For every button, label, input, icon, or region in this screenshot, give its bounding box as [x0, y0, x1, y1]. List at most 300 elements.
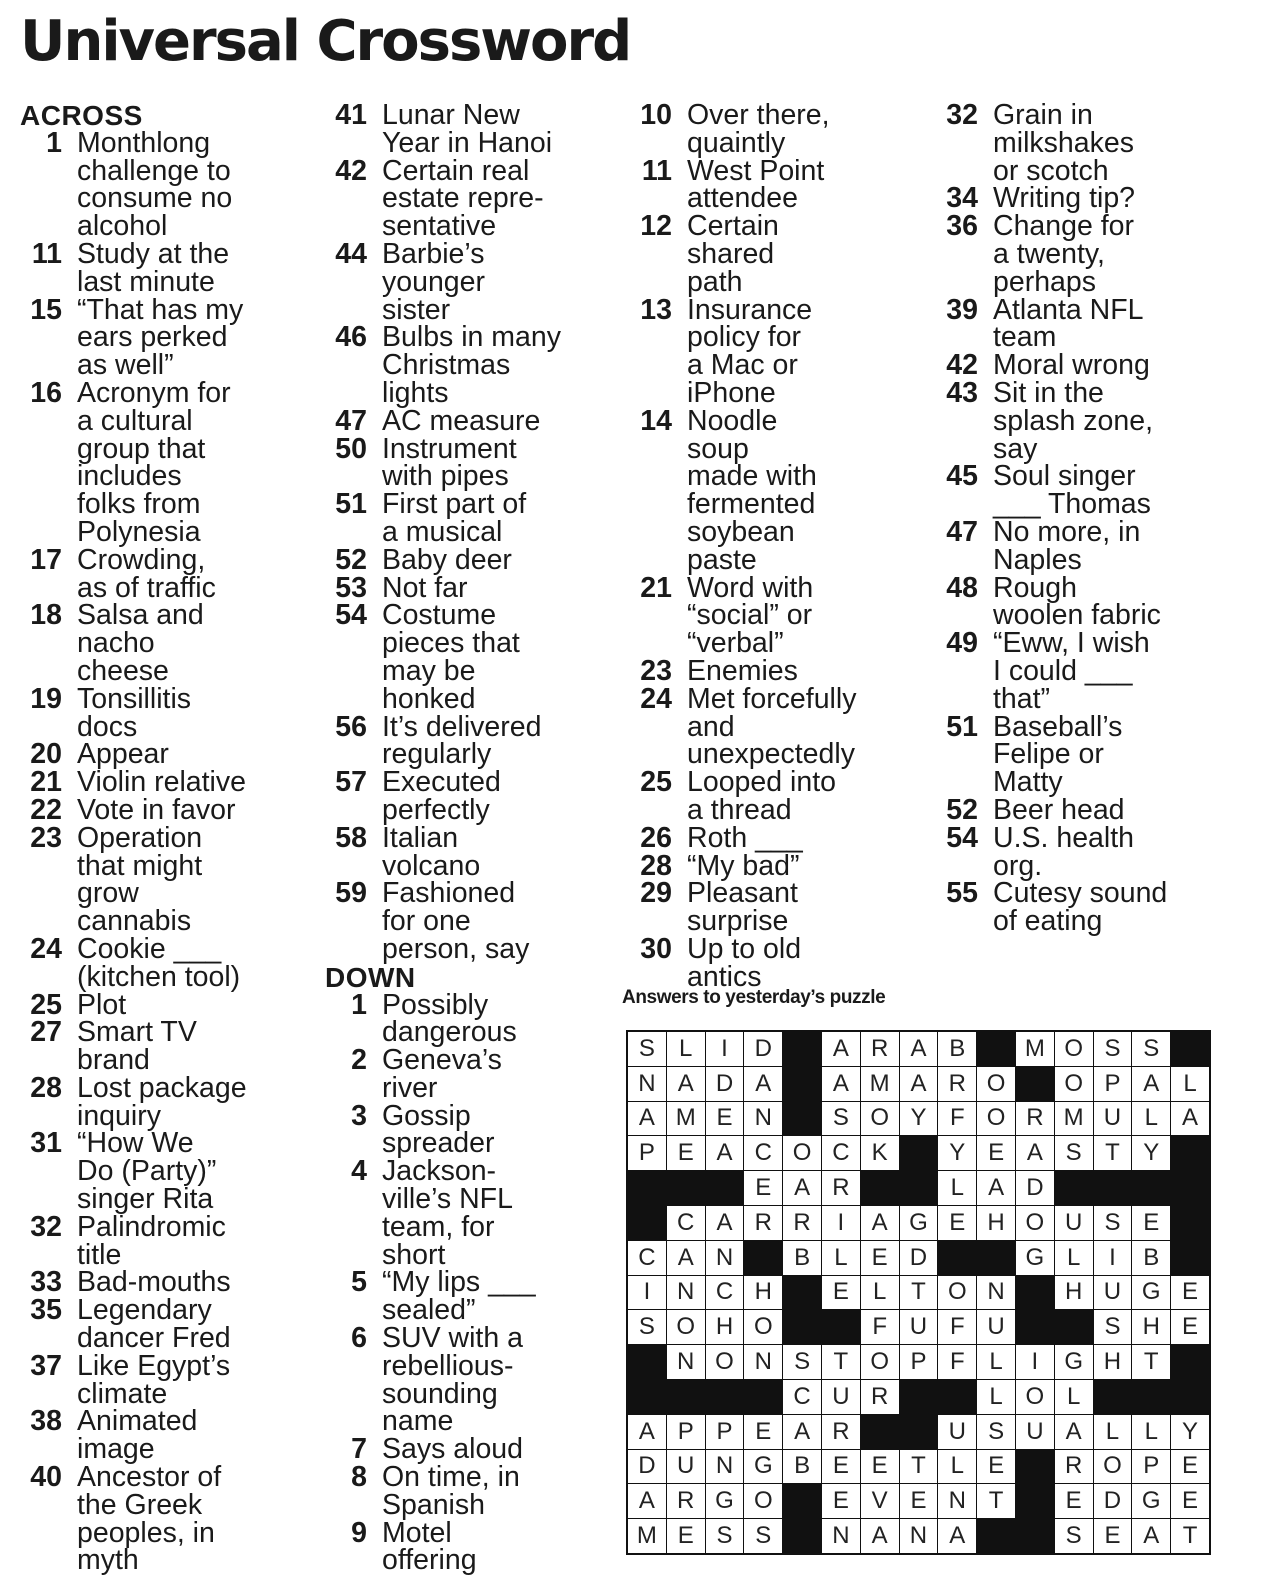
grid-cell: S: [1094, 1032, 1132, 1066]
clue-text: Baby deer: [382, 543, 512, 576]
black-square: [822, 1310, 860, 1344]
clue-text: Rough woolen fabric: [993, 571, 1161, 632]
grid-cell: L: [938, 1171, 976, 1205]
grid-cell: U: [1055, 1206, 1093, 1240]
grid-cell: I: [628, 1276, 666, 1310]
grid-cell: B: [1132, 1241, 1170, 1275]
grid-cell: R: [744, 1206, 782, 1240]
clue-text: Vote in favor: [77, 793, 236, 826]
black-square: [628, 1345, 666, 1379]
down-clue-42: [938, 349, 1238, 382]
clue-text: Not far: [382, 571, 468, 604]
clue-number: 28: [30, 1071, 62, 1104]
grid-cell: E: [667, 1136, 705, 1170]
grid-cell: R: [861, 1380, 899, 1414]
across-clue-16: [20, 376, 315, 548]
grid-cell: U: [1094, 1276, 1132, 1310]
black-square: [706, 1380, 744, 1414]
clue-text: West Point attendee: [687, 154, 825, 215]
grid-cell: P: [706, 1415, 744, 1449]
grid-cell: A: [977, 1171, 1015, 1205]
clue-text: Legendary dancer Fred: [77, 1294, 231, 1355]
clue-text: Bad-mouths: [77, 1266, 231, 1299]
black-square: [938, 1241, 976, 1275]
grid-cell: T: [977, 1484, 1015, 1518]
grid-cell: O: [1094, 1450, 1132, 1484]
grid-cell: D: [1016, 1171, 1054, 1205]
clue-text: Grain in milkshakes or scotch: [993, 99, 1134, 187]
grid-cell: S: [1055, 1519, 1093, 1553]
clue-text: Change for a twenty, perhaps: [993, 210, 1135, 298]
across-clue-15: [20, 293, 315, 382]
black-square: [1055, 1171, 1093, 1205]
grid-cell: A: [1055, 1415, 1093, 1449]
grid-cell: T: [1132, 1345, 1170, 1379]
grid-cell: O: [1055, 1067, 1093, 1101]
across-clue-18: [20, 599, 315, 687]
black-square: [1171, 1136, 1209, 1170]
clue-number: 11: [31, 237, 62, 270]
grid-cell: O: [1016, 1206, 1054, 1240]
across-clue-38: [20, 1405, 315, 1466]
grid-cell: R: [938, 1067, 976, 1101]
black-square: [1171, 1032, 1209, 1066]
grid-cell: E: [822, 1484, 860, 1518]
clue-number: 39: [946, 293, 978, 326]
clue-text: Operation that might grow cannabis: [77, 821, 203, 938]
black-square: [628, 1380, 666, 1414]
across-clue-28: [20, 1071, 315, 1132]
down-clue-51: [938, 710, 1238, 799]
across-clue-31: [20, 1127, 315, 1216]
black-square: [1094, 1380, 1132, 1414]
clue-number: 1: [46, 126, 62, 159]
black-square: [1055, 1310, 1093, 1344]
grid-cell: G: [1016, 1241, 1054, 1275]
down-clue-4: [325, 1155, 625, 1271]
clue-text: Met forcefully and unexpectedly: [687, 682, 857, 771]
black-square: [861, 1415, 899, 1449]
grid-cell: L: [977, 1345, 1015, 1379]
grid-cell: F: [938, 1345, 976, 1379]
clue-number: 50: [335, 432, 367, 465]
clue-number: 47: [335, 404, 367, 437]
black-square: [783, 1102, 821, 1136]
grid-cell: H: [744, 1276, 782, 1310]
grid-cell: P: [1132, 1450, 1170, 1484]
grid-cell: A: [900, 1067, 938, 1101]
grid-cell: S: [628, 1032, 666, 1066]
clue-number: 34: [946, 182, 978, 215]
down-clue-9: [325, 1516, 625, 1577]
black-square: [1016, 1484, 1054, 1518]
grid-cell: M: [1055, 1102, 1093, 1136]
grid-cell: D: [706, 1067, 744, 1101]
across-clue-25: [20, 988, 315, 1021]
black-square: [1171, 1345, 1209, 1379]
clue-number: 24: [640, 682, 672, 715]
clue-text: Executed perfectly: [382, 766, 501, 826]
clue-number: 44: [335, 237, 367, 270]
down-clue-48: [938, 571, 1238, 632]
grid-cell: I: [706, 1032, 744, 1066]
black-square: [783, 1067, 821, 1101]
across-clue-54: [325, 599, 625, 715]
grid-cell: S: [1055, 1136, 1093, 1170]
grid-cell: A: [1016, 1136, 1054, 1170]
black-square: [628, 1206, 666, 1240]
grid-cell: R: [667, 1484, 705, 1518]
down-clue-54: [938, 821, 1238, 882]
down-clue-43: [938, 376, 1238, 465]
clue-text: Sit in the splash zone, say: [993, 376, 1154, 465]
grid-cell: L: [1171, 1067, 1209, 1101]
across-clue-44: [325, 237, 625, 326]
clue-number: 43: [946, 376, 978, 409]
clue-text: Tonsillitis docs: [77, 682, 192, 743]
across-clue-17: [20, 543, 315, 604]
grid-cell: L: [667, 1032, 705, 1066]
grid-cell: T: [1094, 1136, 1132, 1170]
across-clue-24: [20, 932, 315, 993]
grid-cell: O: [744, 1310, 782, 1344]
answer-grid: [626, 1030, 1211, 1555]
black-square: [1016, 1067, 1054, 1101]
across-clue-50: [325, 432, 625, 493]
clue-number: 26: [640, 821, 672, 854]
clue-text: Palindromic title: [77, 1210, 226, 1271]
black-square: [1132, 1171, 1170, 1205]
grid-cell: S: [1094, 1206, 1132, 1240]
grid-cell: S: [1132, 1032, 1170, 1066]
clue-number: 42: [946, 349, 978, 382]
across-clue-42: [325, 154, 625, 243]
down-clue-3: [325, 1099, 625, 1160]
across-clue-11: [20, 237, 315, 298]
clue-text: SUV with a rebellious- sounding name: [382, 1322, 523, 1438]
clue-number: 23: [640, 654, 672, 687]
grid-cell: O: [938, 1276, 976, 1310]
clue-text: Smart TV brand: [77, 1016, 197, 1077]
across-clue-59: [325, 877, 625, 965]
clue-text: Monthlong challenge to consume no alcohol: [77, 126, 233, 243]
clue-number: 8: [351, 1461, 367, 1494]
grid-cell: L: [1055, 1241, 1093, 1275]
grid-cell: I: [822, 1206, 860, 1240]
grid-cell: A: [1132, 1519, 1170, 1553]
clue-text: Gossip spreader: [382, 1099, 495, 1160]
clue-number: 3: [351, 1099, 367, 1132]
clue-column-4: [938, 99, 1238, 938]
black-square: [744, 1241, 782, 1275]
clue-number: 47: [946, 515, 978, 548]
clue-text: Up to old antics: [687, 932, 802, 993]
grid-cell: B: [938, 1032, 976, 1066]
down-clue-13: [632, 293, 932, 409]
black-square: [628, 1171, 666, 1205]
grid-cell: A: [667, 1241, 705, 1275]
black-square: [938, 1380, 976, 1414]
down-clue-52: [938, 793, 1238, 826]
down-clue-2: [325, 1044, 625, 1104]
grid-cell: A: [822, 1067, 860, 1101]
grid-cell: L: [861, 1276, 899, 1310]
clue-text: Atlanta NFL team: [993, 293, 1144, 354]
across-clue-57: [325, 766, 625, 826]
down-clue-1: [325, 988, 625, 1049]
clue-number: 30: [640, 932, 672, 965]
grid-cell: N: [977, 1276, 1015, 1310]
clue-number: 5: [351, 1266, 367, 1299]
clue-number: 56: [335, 710, 367, 743]
clue-number: 13: [640, 293, 672, 326]
grid-cell: L: [822, 1241, 860, 1275]
grid-cell: P: [667, 1415, 705, 1449]
clue-number: 32: [30, 1210, 62, 1243]
grid-cell: E: [1132, 1206, 1170, 1240]
grid-cell: E: [938, 1206, 976, 1240]
grid-cell: H: [1094, 1345, 1132, 1379]
clue-text: It’s delivered regularly: [382, 710, 542, 771]
clue-number: 55: [946, 877, 978, 910]
down-clue-47: [938, 515, 1238, 576]
clue-text: Pleasant surprise: [687, 877, 798, 938]
down-heading: DOWN: [325, 961, 416, 993]
grid-cell: O: [1016, 1380, 1054, 1414]
grid-cell: O: [861, 1102, 899, 1136]
across-clue-20: [20, 738, 315, 771]
clue-text: Looped into a thread: [687, 766, 836, 826]
clue-text: Ancestor of the Greek peoples, in myth: [77, 1461, 222, 1577]
grid-cell: E: [1171, 1310, 1209, 1344]
clue-number: 16: [30, 376, 62, 409]
grid-cell: N: [667, 1276, 705, 1310]
clue-number: 11: [641, 154, 672, 187]
grid-cell: G: [1132, 1484, 1170, 1518]
grid-cell: U: [977, 1310, 1015, 1344]
grid-cell: Y: [900, 1102, 938, 1136]
grid-cell: N: [900, 1519, 938, 1553]
black-square: [977, 1519, 1015, 1553]
down-clue-49: [938, 627, 1238, 715]
grid-cell: E: [744, 1415, 782, 1449]
clue-text: Word with “social” or “verbal”: [687, 571, 814, 660]
clue-text: U.S. health org.: [993, 821, 1134, 882]
grid-cell: H: [706, 1310, 744, 1344]
across-clue-21: [20, 766, 315, 799]
clue-text: “That has my ears perked as well”: [77, 293, 244, 382]
clue-number: 59: [335, 877, 367, 910]
down-clue-30: [632, 932, 932, 993]
down-clue-29: [632, 877, 932, 938]
grid-cell: Y: [1132, 1136, 1170, 1170]
grid-cell: D: [744, 1032, 782, 1066]
clue-text: Certain shared path: [687, 210, 779, 298]
grid-cell: F: [861, 1310, 899, 1344]
clue-text: Cutesy sound of eating: [993, 877, 1168, 938]
grid-cell: A: [667, 1067, 705, 1101]
across-clue-19: [20, 682, 315, 743]
grid-cell: U: [900, 1310, 938, 1344]
clue-number: 48: [946, 571, 978, 604]
clue-text: Lost package inquiry: [77, 1071, 247, 1132]
black-square: [783, 1310, 821, 1344]
across-clue-41: [325, 99, 625, 159]
grid-cell: H: [1055, 1276, 1093, 1310]
grid-cell: M: [628, 1519, 666, 1553]
grid-cell: U: [822, 1380, 860, 1414]
grid-cell: E: [900, 1484, 938, 1518]
clue-number: 31: [30, 1127, 62, 1160]
clue-text: Like Egypt’s climate: [77, 1349, 231, 1410]
grid-cell: U: [1094, 1102, 1132, 1136]
black-square: [706, 1171, 744, 1205]
clue-text: Costume pieces that may be honked: [382, 599, 520, 715]
grid-cell: L: [1094, 1415, 1132, 1449]
clue-number: 36: [946, 210, 978, 243]
clue-text: Geneva’s river: [382, 1044, 502, 1104]
clue-number: 1: [351, 988, 367, 1021]
clue-number: 6: [351, 1322, 367, 1355]
grid-cell: V: [861, 1484, 899, 1518]
black-square: [1016, 1276, 1054, 1310]
grid-cell: S: [1094, 1310, 1132, 1344]
grid-cell: O: [977, 1102, 1015, 1136]
clue-column-1: [20, 102, 315, 1575]
grid-cell: S: [628, 1310, 666, 1344]
clue-text: “My bad”: [687, 849, 800, 882]
across-clue-37: [20, 1349, 315, 1410]
grid-cell: O: [744, 1484, 782, 1518]
grid-cell: A: [861, 1519, 899, 1553]
clue-text: Soul singer ___ Thomas: [993, 460, 1151, 521]
clue-number: 21: [30, 766, 62, 799]
grid-cell: R: [783, 1206, 821, 1240]
across-clue-56: [325, 710, 625, 771]
grid-cell: B: [783, 1450, 821, 1484]
grid-cell: H: [1132, 1310, 1170, 1344]
clue-number: 23: [30, 821, 62, 854]
clue-text: AC measure: [382, 404, 541, 437]
grid-cell: T: [900, 1450, 938, 1484]
clue-text: Roth ___: [687, 821, 803, 854]
clue-column-2: [325, 99, 625, 1577]
clue-number: 7: [351, 1433, 367, 1466]
clue-number: 51: [335, 488, 367, 521]
clue-number: 35: [30, 1294, 62, 1327]
grid-cell: O: [706, 1345, 744, 1379]
clue-text: Salsa and nacho cheese: [77, 599, 204, 687]
grid-cell: S: [977, 1415, 1015, 1449]
clue-number: 22: [30, 793, 62, 826]
clue-number: 12: [640, 210, 672, 243]
grid-cell: E: [977, 1450, 1015, 1484]
clue-text: Plot: [77, 988, 127, 1021]
clue-text: Appear: [77, 738, 169, 771]
grid-cell: U: [938, 1415, 976, 1449]
clue-number: 37: [30, 1349, 62, 1382]
clue-text: Writing tip?: [993, 182, 1136, 215]
clue-number: 58: [335, 821, 367, 854]
black-square: [1171, 1241, 1209, 1275]
grid-cell: E: [822, 1450, 860, 1484]
down-clue-21: [632, 571, 932, 660]
clue-number: 21: [640, 571, 672, 604]
clue-number: 25: [30, 988, 62, 1021]
clue-number: 45: [946, 460, 978, 493]
grid-cell: D: [1094, 1484, 1132, 1518]
clue-text: Cookie ___ (kitchen tool): [77, 932, 241, 993]
grid-cell: A: [628, 1102, 666, 1136]
clue-text: Fashioned for one person, say: [382, 877, 530, 965]
black-square: [667, 1380, 705, 1414]
clue-number: 51: [946, 710, 978, 743]
clue-number: 42: [335, 154, 367, 187]
clue-text: Italian volcano: [382, 821, 481, 882]
clue-text: “Eww, I wish I could ___ that”: [993, 627, 1150, 715]
clue-text: Acronym for a cultural group that includes folks from Polynesia: [77, 376, 231, 548]
black-square: [744, 1380, 782, 1414]
grid-cell: G: [706, 1484, 744, 1518]
grid-cell: N: [706, 1241, 744, 1275]
clue-number: 52: [946, 793, 978, 826]
across-clue-22: [20, 793, 315, 826]
grid-cell: D: [900, 1241, 938, 1275]
grid-cell: O: [667, 1310, 705, 1344]
grid-cell: L: [1132, 1102, 1170, 1136]
clue-number: 4: [351, 1155, 367, 1188]
across-clue-23: [20, 821, 315, 938]
grid-cell: G: [1055, 1345, 1093, 1379]
down-clue-36: [938, 210, 1238, 298]
down-clue-39: [938, 293, 1238, 354]
grid-cell: N: [706, 1450, 744, 1484]
grid-cell: N: [938, 1484, 976, 1518]
clue-text: Says aloud: [382, 1433, 524, 1466]
grid-cell: M: [667, 1102, 705, 1136]
grid-cell: A: [1132, 1067, 1170, 1101]
clue-text: “How We Do (Party)” singer Rita: [77, 1127, 217, 1216]
grid-cell: M: [1016, 1032, 1054, 1066]
grid-cell: L: [1132, 1415, 1170, 1449]
clue-text: No more, in Naples: [993, 515, 1141, 576]
grid-cell: E: [667, 1519, 705, 1553]
grid-cell: C: [628, 1241, 666, 1275]
grid-cell: C: [822, 1136, 860, 1170]
grid-cell: E: [1171, 1484, 1209, 1518]
clue-text: Beer head: [993, 793, 1125, 826]
grid-cell: H: [977, 1206, 1015, 1240]
clue-number: 24: [30, 932, 62, 965]
grid-cell: A: [783, 1171, 821, 1205]
clue-text: Lunar New Year in Hanoi: [382, 99, 553, 159]
grid-cell: L: [938, 1450, 976, 1484]
across-clue-32: [20, 1210, 315, 1271]
page-title: Universal Crossword: [20, 9, 631, 74]
across-clue-27: [20, 1016, 315, 1077]
clue-number: 38: [30, 1405, 62, 1438]
black-square: [900, 1171, 938, 1205]
down-clue-11: [632, 154, 932, 215]
black-square: [1171, 1380, 1209, 1414]
grid-cell: R: [1055, 1450, 1093, 1484]
clue-number: 29: [640, 877, 672, 910]
grid-cell: S: [744, 1519, 782, 1553]
grid-cell: M: [861, 1067, 899, 1101]
grid-cell: T: [1171, 1519, 1209, 1553]
grid-cell: N: [628, 1067, 666, 1101]
grid-cell: T: [900, 1276, 938, 1310]
